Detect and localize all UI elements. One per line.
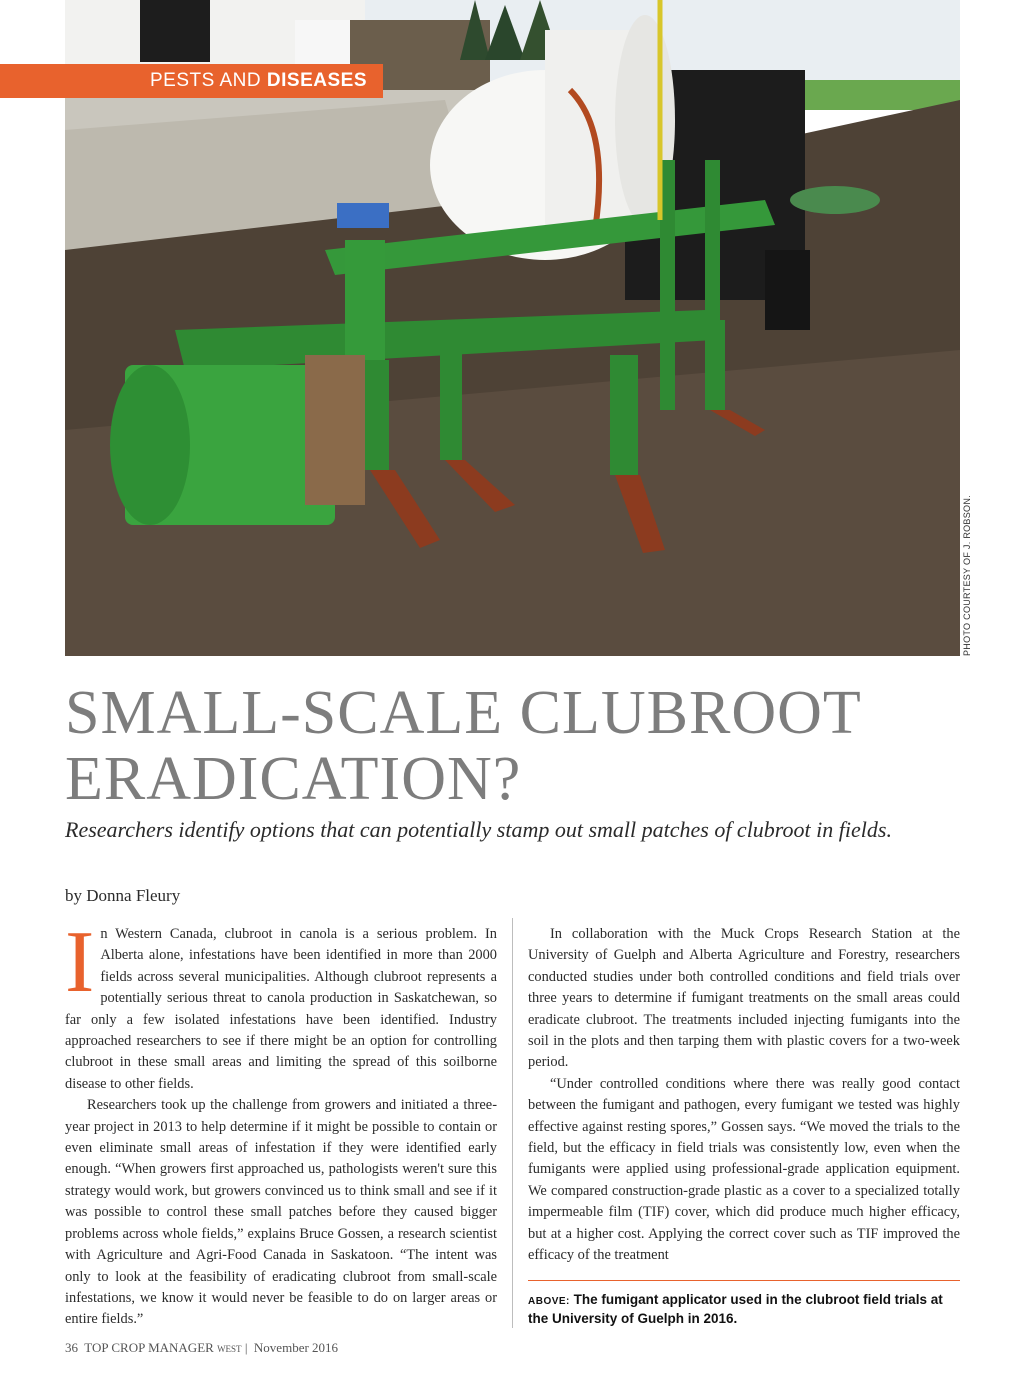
article-paragraph <box>65 914 497 1095</box>
paragraph-text: n Western Canada, clubroot in canola is a serious problem. In Alberta alone, infestations have been identified in more than 2000 fields across several municipalities. Although clubroot represents a potentially serious threat to canola production in Saskatchewan, so far only a few isolated infestations have been identified. Industry approached researchers to see if there might be an option for controlling clubroot in these small areas and limiting the spread of this soilborne disease to other fields. <box>65 926 497 1092</box>
magazine-name: TOP CROP MANAGER <box>84 1340 214 1355</box>
article-paragraph: “Under controlled conditions where there was really good contact between the fumigant and pathogen, every fumigant we tested was highly effective against resting spores,” Gossen says. “We moved the trials to the field, but the efficacy in field trials was consistently low, even when the fumigants were applied using professional-grade application equipment. We compared construction-grade plastic as a cover to a specialized totally impermeable film (TIF) cover, which did produce much higher efficacy, but at a higher cost. Applying the correct cover such as TIF improved the efficacy of the treatment <box>528 1075 960 1264</box>
section-banner <box>0 64 383 98</box>
page-footer <box>65 1340 338 1356</box>
column-divider <box>512 918 513 1328</box>
drop-cap: I <box>65 914 95 1011</box>
article-byline: by Donna Fleury <box>65 886 181 905</box>
issue-date: November 2016 <box>253 1340 339 1355</box>
article-photo <box>65 0 960 656</box>
article-deck: Researchers identify options that can potentially stamp out small patches of clubroot in fields. <box>65 817 892 842</box>
page-number: 36 <box>65 1340 78 1355</box>
magazine-edition: WEST <box>217 1344 242 1354</box>
photo-credit: PHOTO COURTESY OF J. ROBSON. <box>962 495 972 656</box>
caption-rule <box>528 1280 960 1281</box>
section-label-regular: PESTS AND <box>149 70 267 91</box>
photo-caption <box>528 1291 960 1327</box>
article-column-left <box>65 914 497 1331</box>
section-label-bold: DISEASES <box>266 70 367 91</box>
article-paragraph: In collaboration with the Muck Crops Research Station at the University of Guelph and Alberta Agriculture and Forestry, researchers conducted studies under both controlled conditions and field trials over three years to determine if fumigant treatments on the small areas could eradicate clubroot. The treatments included injecting fumigants into the soil in the plots and then tarping them with plastic covers for a two-week period. <box>528 926 960 1071</box>
article-headline: SMALL-SCALE CLUBROOT ERADICATION? <box>65 679 861 813</box>
article-paragraph: Researchers took up the challenge from growers and initiated a three-year project in 2013 to help determine if it might be possible to contain or even eliminate small areas of infestation if they were identified early enough. “When growers first approached us, pathologists weren't sure this strategy would work, but growers convinced us to think small and see if it was possible to control these small patches before they caused bigger problems across whole fields,” explains Bruce Gossen, a research scientist with Agriculture and Agri-Food Canada in Saskatoon. “The intent was only to look at the feasibility of eradicating clubroot from small-scale infestations, we know it would never be feasible to do on larger areas or entire fields.” <box>65 1097 497 1328</box>
footer-separator: | <box>244 1340 248 1355</box>
caption-label: ABOVE: <box>528 1296 570 1307</box>
caption-text: The fumigant applicator used in the clubroot field trials at the University of Guelph in 2016. <box>528 1292 943 1326</box>
article-column-right <box>528 924 960 1267</box>
